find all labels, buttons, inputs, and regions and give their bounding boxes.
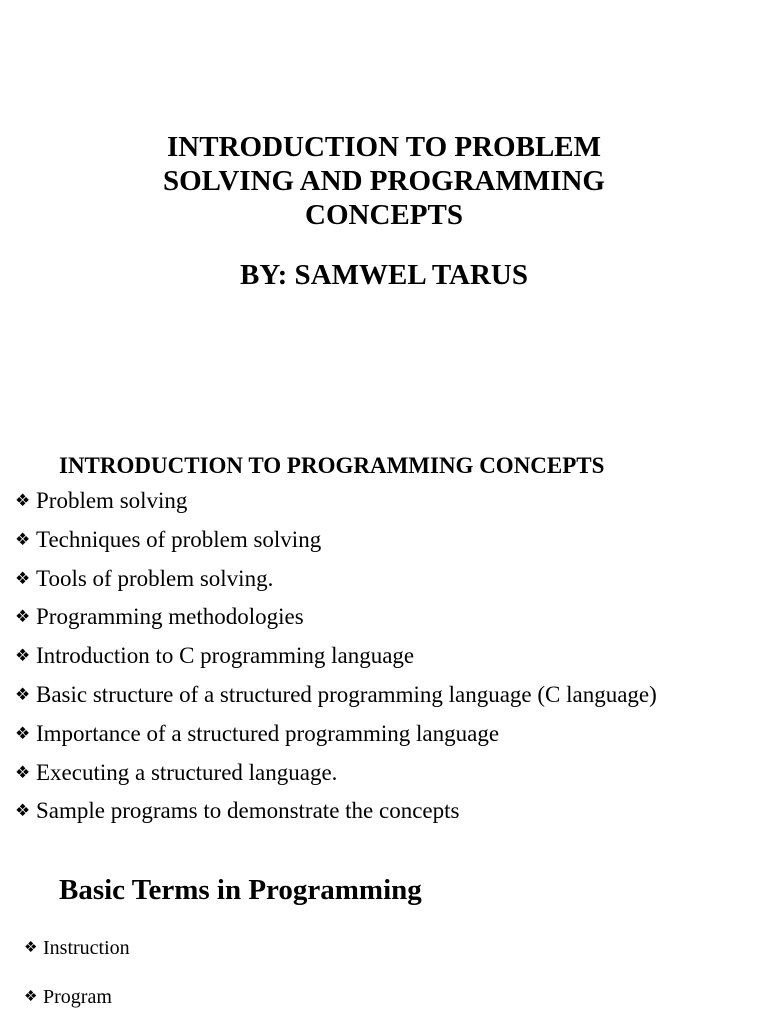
list-item-text: Programming methodologies [36,604,304,630]
list-item-text: Basic structure of a structured programming language (C language) [36,681,657,707]
diamond-bullet-icon: ❖ [15,723,31,743]
document-title [84,130,684,232]
title-line: SOLVING AND PROGRAMMING [162,165,605,197]
list-item-text: Introduction to C programming language [36,643,415,669]
list-item-text: Program [43,986,112,1008]
list-item-text: Executing a structured language. [36,759,338,785]
diamond-bullet-icon: ❖ [15,646,31,666]
term-list [24,930,130,1028]
title-line: INTRODUCTION TO PROBLEM [167,131,601,163]
list-item-text: Techniques of problem solving [36,526,322,552]
list-item [24,979,130,1028]
list-item [24,930,130,979]
diamond-bullet-icon: ❖ [15,607,31,627]
author-line: BY: SAMWEL TARUS [240,259,528,291]
list-item [15,715,657,754]
list-item [15,598,657,637]
list-item-text: Instruction [43,937,130,959]
list-item-text: Importance of a structured programming language [36,720,500,746]
diamond-bullet-icon: ❖ [15,801,31,821]
list-item [15,637,657,676]
diamond-bullet-icon: ❖ [24,989,38,1005]
list-item [15,521,657,560]
diamond-bullet-icon: ❖ [15,684,31,704]
list-item [15,676,657,715]
diamond-bullet-icon: ❖ [24,940,38,956]
diamond-bullet-icon: ❖ [15,491,31,510]
topic-list [15,482,657,831]
diamond-bullet-icon: ❖ [15,762,31,782]
list-item-text: Tools of problem solving. [36,565,274,591]
list-item-text: Problem solving [36,488,188,513]
list-item [15,482,657,521]
basic-terms-heading: Basic Terms in Programming [59,874,422,906]
list-item [15,560,657,599]
diamond-bullet-icon: ❖ [15,529,31,549]
list-item-text: Sample programs to demonstrate the concepts [36,798,460,824]
section-heading: INTRODUCTION TO PROGRAMMING CONCEPTS [59,453,605,478]
diamond-bullet-icon: ❖ [15,568,31,588]
list-item [15,792,657,831]
title-line: CONCEPTS [305,199,463,231]
list-item [15,754,657,793]
